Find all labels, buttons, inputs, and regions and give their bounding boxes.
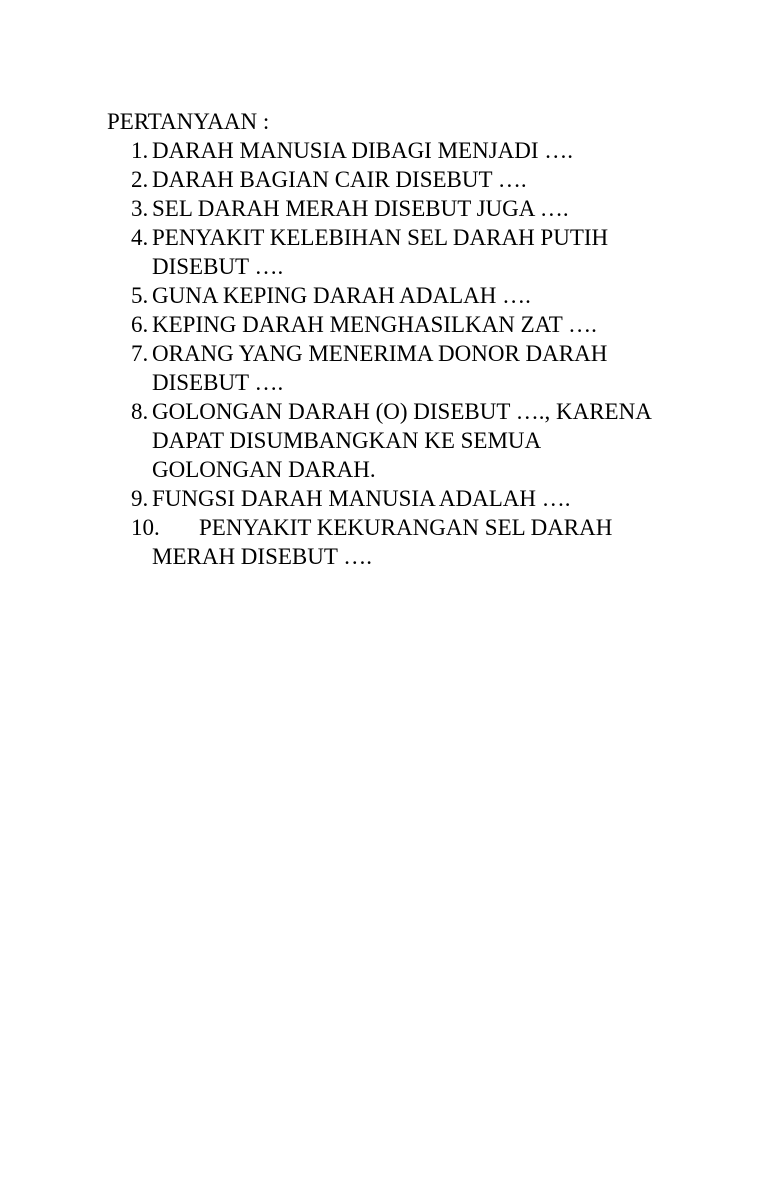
question-text: FUNGSI DARAH MANUSIA ADALAH …. bbox=[152, 486, 571, 511]
question-number: 10. bbox=[131, 515, 160, 540]
question-text: SEL DARAH MERAH DISEBUT JUGA …. bbox=[152, 196, 569, 221]
question-text: GUNA KEPING DARAH ADALAH …. bbox=[152, 283, 531, 308]
question-text: GOLONGAN DARAH (O) DISEBUT …., KARENA DAPAT DISUMBANGKAN KE SEMUA GOLONGAN DARAH. bbox=[152, 399, 651, 482]
question-item bbox=[107, 484, 667, 513]
question-text: KEPING DARAH MENGHASILKAN ZAT …. bbox=[152, 312, 597, 337]
question-item bbox=[107, 194, 667, 223]
question-number: 6. bbox=[131, 312, 149, 337]
question-item bbox=[107, 513, 667, 571]
question-text: PENYAKIT KELEBIHAN SEL DARAH PUTIH DISEBUT …. bbox=[152, 225, 609, 279]
question-number: 2. bbox=[131, 167, 149, 192]
question-text: ORANG YANG MENERIMA DONOR DARAH DISEBUT …. bbox=[152, 341, 608, 395]
question-item bbox=[107, 397, 667, 484]
question-number: 7. bbox=[131, 341, 149, 366]
question-number: 1. bbox=[131, 138, 149, 163]
question-number: 9. bbox=[131, 486, 149, 511]
question-number: 3. bbox=[131, 196, 149, 221]
question-item bbox=[107, 165, 667, 194]
question-item bbox=[107, 281, 667, 310]
document-body bbox=[107, 107, 667, 571]
section-heading: PERTANYAAN : bbox=[107, 109, 270, 134]
question-item bbox=[107, 310, 667, 339]
question-number: 5. bbox=[131, 283, 149, 308]
question-text: DARAH MANUSIA DIBAGI MENJADI …. bbox=[152, 138, 574, 163]
question-number: 4. bbox=[131, 225, 149, 250]
question-item bbox=[107, 223, 667, 281]
question-text: PENYAKIT KEKURANGAN SEL DARAH MERAH DISEBUT …. bbox=[152, 515, 613, 569]
question-item bbox=[107, 339, 667, 397]
question-item bbox=[107, 136, 667, 165]
question-text: DARAH BAGIAN CAIR DISEBUT …. bbox=[152, 167, 527, 192]
question-list bbox=[107, 136, 667, 571]
question-number: 8. bbox=[131, 399, 149, 424]
